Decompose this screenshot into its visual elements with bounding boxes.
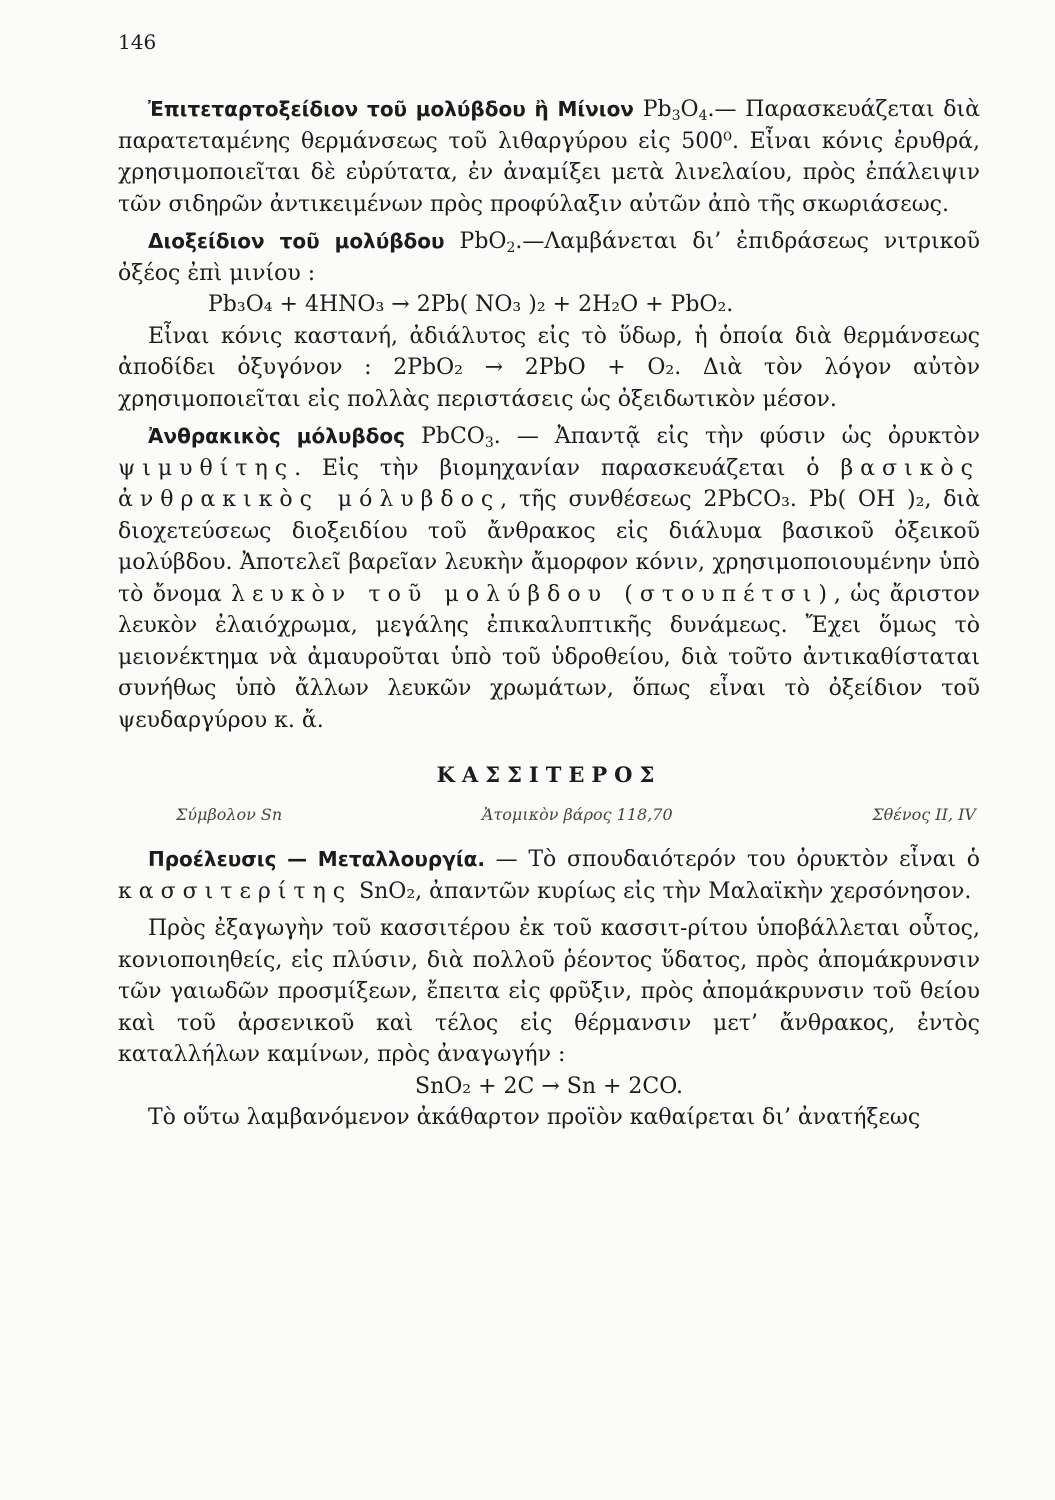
dioxide-paragraph — [118, 226, 980, 289]
minium-paragraph — [118, 94, 980, 220]
atomic-weight: Ἀτομικὸν βάρος 118,70 — [481, 805, 673, 824]
page-body — [118, 94, 980, 1134]
page-number: 146 — [118, 30, 157, 54]
cassiterite-term: κασσιτερίτης — [118, 878, 353, 904]
dioxide-formula: PbO$_2$ — [459, 229, 516, 256]
carbonate-title: Ἀνθρακικὸς μόλυβδος — [148, 424, 406, 448]
carbonate-formula: PbCO$_3$ — [421, 424, 494, 451]
element-properties — [118, 805, 980, 824]
origin-paragraph: Προέλευσις — Μεταλλουργία. — Τὸ σπουδαιότερόν του ὀρυκτὸν εἶναι ὁ κασσιτερίτης SnO₂, ἀπαντῶν κυρίως εἰς τὴν Μαλαϊκὴν χερσόνησον. — [118, 847, 980, 904]
last-paragraph: Τὸ οὕτω λαμβανόμενον ἀκάθαρτον προϊὸν καθαίρεται δι’ ἀνατήξεως — [148, 1105, 921, 1130]
tin-equation: SnO₂ + 2C → Sn + 2CO. — [415, 1073, 683, 1099]
dioxide-text: .—Λαμβάνεται δι’ ἐπιδράσεως νιτρικοῦ ὀξέος ἐπὶ μινίου : — [118, 229, 980, 286]
origin-title: Προέλευσις — Μεταλλουργία. — [148, 847, 485, 871]
process-paragraph: Πρὸς ἐξαγωγὴν τοῦ κασσιτέρου ἐκ τοῦ κασσιτ-ρίτου ὑποβάλλεται οὗτος, κονιοποιηθείς, εἰς πλύσιν, διὰ πολλοῦ ῥέοντος ὕδατος, πρὸς ἀπομάκρυνσιν τῶν γαιωδῶν προσμίξεων, ἔπειτα εἰς φρῦξιν, πρὸς ἀπομάκρυνσιν τοῦ θείου καὶ τοῦ ἀρσενικοῦ καὶ τέλος εἰς θέρμανσιν μετ’ ἄνθρακος, ἐντὸς καταλλήλων καμίνων, πρὸς ἀναγωγήν : — [118, 916, 980, 1067]
minium-text: .— Παρασκευάζεται διὰ παρατεταμένης θερμάνσεως τοῦ λιθαργύρου εἰς 500⁰. Εἶναι κόνις ἐρυθρά, χρησιμοποιεῖται δὲ εὐρύτατα, ἐν ἀναμίξει μετὰ λινελαίου, πρὸς ἐπάλειψιν τῶν σιδηρῶν ἀντικειμένων πρὸς προφύλαξιν αὐτῶν ἀπὸ τῆς σκωριάσεως. — [118, 97, 980, 217]
element-symbol: Σύμβολον Sn — [176, 805, 283, 824]
basic-carbonate-term: βασικὸς ἀνθρακικὸς μόλυβδος — [118, 455, 980, 512]
mineral-name: ψιμυθίτης — [118, 455, 295, 481]
minium-formula: $Pb_3O_4$ — [642, 97, 708, 124]
minium-title: Ἐπιτεταρτοξείδιον τοῦ μολύβδου ἢ Μίνιον — [148, 97, 634, 121]
dioxide-equation: Pb₃O₄ + 4HNO₃ → 2Pb( NO₃ )₂ + 2H₂O + PbO₂. — [208, 292, 734, 317]
dioxide-title: Διοξείδιον τοῦ μολύβδου — [148, 229, 445, 253]
section-heading: ΚΑΣΣΙΤΕΡΟΣ — [436, 762, 662, 787]
carbonate-paragraph: Ἀνθρακικὸς μόλυβδος PbCO$_3$. — Ἀπαντᾷ εἰς τὴν φύσιν ὡς ὀρυκτὸν ψιμυθίτης. Εἰς τὴν βιομηχανίαν παρασκευάζεται ὁ βασικὸς ἀνθρακικὸς μόλυβδος, τῆς συνθέσεως 2PbCO₃. Pb( OH )₂, διὰ διοχετεύσεως διοξειδίου τοῦ ἄνθρακος εἰς διάλυμα βασικοῦ ὀξεικοῦ μολύβδου. Ἀποτελεῖ βαρεῖαν λευκὴν ἄμορφον κόνιν, χρησιμοποιουμένην ὑπὸ τὸ ὄνομα λευκὸν τοῦ μολύβδου (στουπέτσι), ὡς ἄριστον λευκὸν ἐλαιόχρωμα, μεγάλης ἐπικαλυπτικῆς δυνάμεως. Ἔχει ὅμως τὸ μειονέκτημα νὰ ἀμαυροῦται ὑπὸ τοῦ ὑδροθείου, διὰ τοῦτο ἀντικαθίσταται συνήθως ὑπὸ ἄλλων λευκῶν χρωμάτων, ὅπως εἶναι τὸ ὀξείδιον τοῦ ψευδαργύρου κ. ἄ. — [118, 424, 981, 733]
valence: Σθένος II, IV — [872, 805, 976, 824]
dioxide-paragraph-2: Εἶναι κόνις καστανή, ἀδιάλυτος εἰς τὸ ὕδωρ, ἡ ὁποία διὰ θερμάνσεως ἀποδίδει ὀξυγόνον : 2PbO₂ → 2PbO + O₂. Διὰ τὸν λόγον αὐτὸν χρησιμοποιεῖται εἰς πολλὰς περιστάσεις ὡς ὀξειδωτικὸν μέσον. — [118, 323, 980, 412]
white-lead-term: λευκὸν τοῦ μολύβδου (στουπέτσι) — [231, 581, 834, 607]
